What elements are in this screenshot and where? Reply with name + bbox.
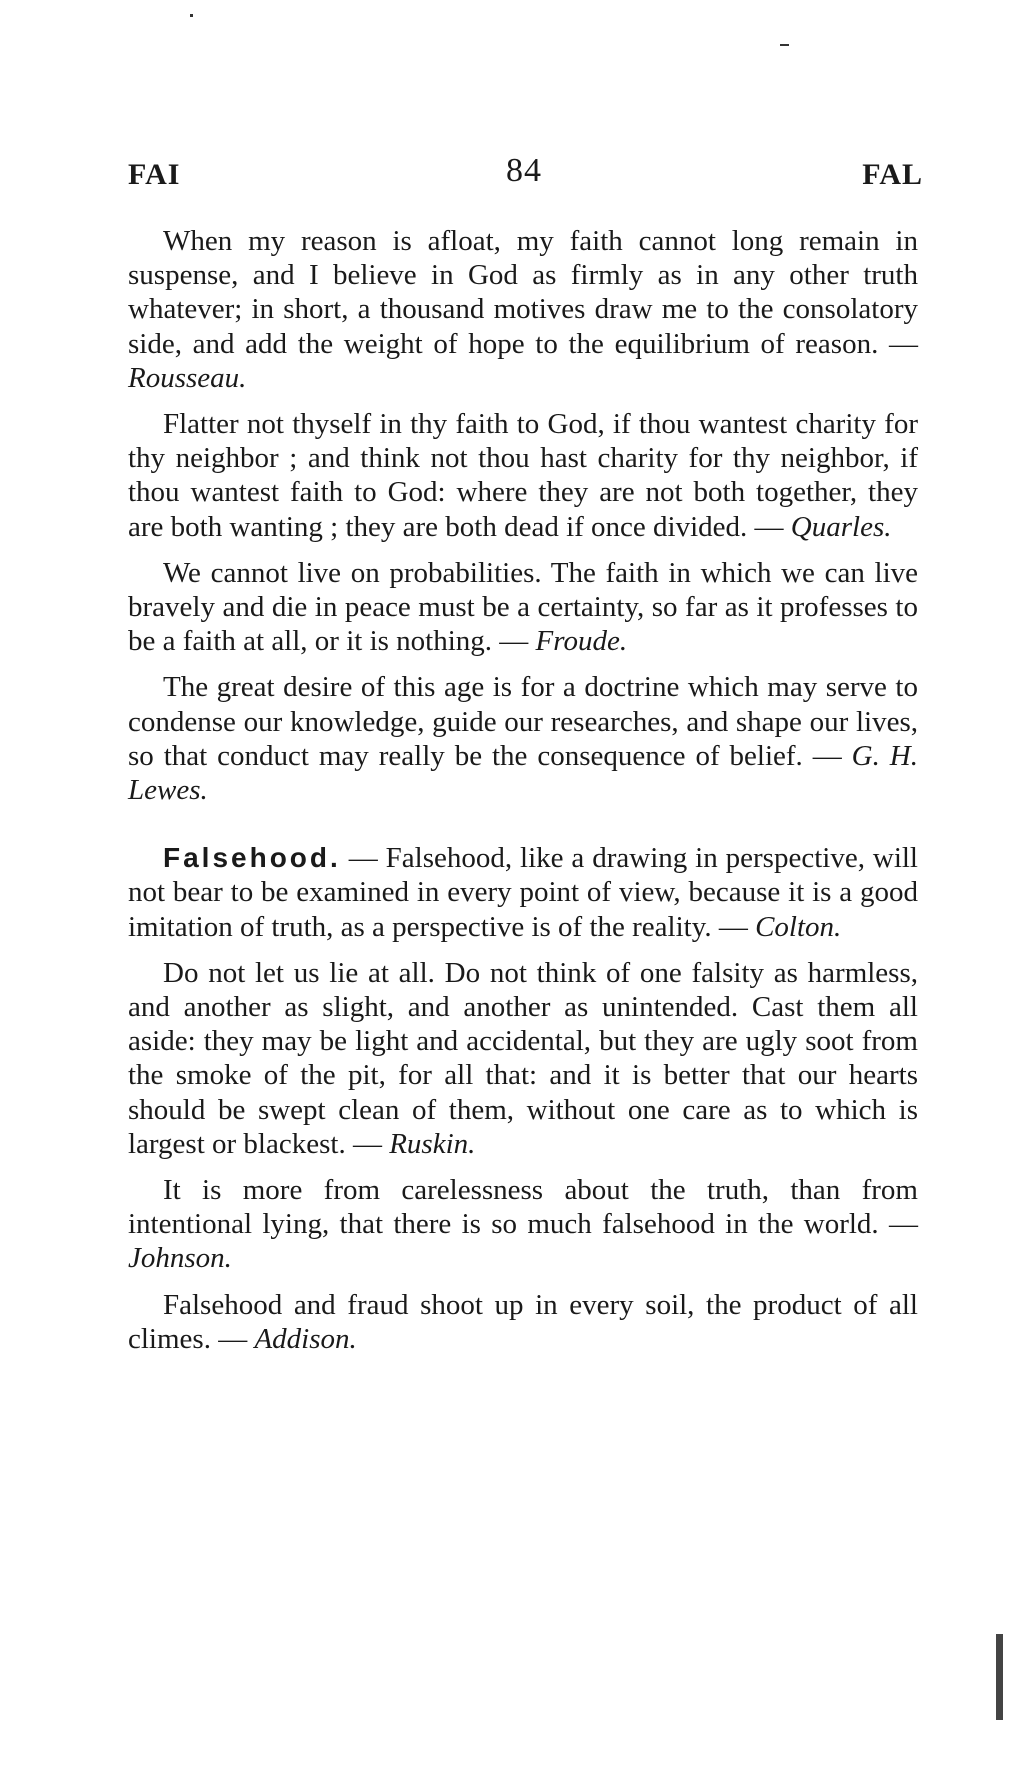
header-right-guideword: FAL	[862, 158, 923, 191]
quote-paragraph	[128, 1288, 918, 1356]
quote-text: It is more from carelessness about the truth, than from intentional lying, that there is so much falsehood in the world. —	[128, 1174, 918, 1241]
quote-author: Ruskin.	[389, 1127, 476, 1160]
quote-author: Colton.	[755, 910, 842, 943]
topic-entry-paragraph	[128, 841, 918, 944]
quote-author: G. H. Lewes.	[128, 739, 918, 807]
quote-paragraph	[128, 224, 918, 395]
text-body	[128, 224, 918, 1368]
quote-paragraph	[128, 956, 918, 1161]
quote-text: Falsehood and fraud shoot up in every soil, the product of all climes. —	[128, 1288, 918, 1355]
header-left-guideword: FAI	[128, 158, 181, 191]
scan-speck	[780, 44, 789, 46]
quote-author: Rousseau.	[128, 361, 247, 394]
quote-paragraph	[128, 670, 918, 807]
quote-author: Froude.	[535, 625, 628, 658]
scan-margin-artifact	[996, 1634, 1003, 1720]
topic-term: Falsehood.	[163, 842, 341, 874]
page-number: 84	[506, 152, 542, 189]
quote-author: Johnson.	[128, 1242, 232, 1275]
quote-text: Flatter not thyself in thy faith to God, if thou wantest charity for thy neighbor ; and think not thou hast charity for thy neighbor, if thou wantest faith to God: where they are not both together, they are both wanting ; they are both dead if once divided. —	[128, 408, 918, 543]
quote-text: The great desire of this age is for a doctrine which may serve to condense our knowledge, guide our researches, and shape our lives, so that conduct may really be the consequence of belief. —	[128, 671, 918, 772]
quote-text: Do not let us lie at all. Do not think of one falsity as harmless, and another as slight, and another as unintended. Cast them all aside: they may be light and accidental, but they are ugly soot from the smoke of the pit, for all that: and it is better that our hearts should be swept clean of them, without one care as to which is largest or blackest. —	[128, 956, 918, 1160]
quote-text: We cannot live on probabilities. The faith in which we can live bravely and die in peace must be a certainty, so far as it professes to be a faith at all, or it is nothing. —	[128, 556, 918, 658]
quote-paragraph	[128, 556, 918, 659]
quote-author: Addison.	[254, 1322, 357, 1355]
quote-paragraph	[128, 407, 918, 544]
quote-paragraph	[128, 1173, 918, 1276]
scan-speck	[190, 14, 193, 17]
quote-text: — Falsehood, like a drawing in perspective, will not bear to be examined in every point of view, because it is a good imitation of truth, as a perspective is of the reality. —	[128, 842, 918, 943]
quote-author: Quarles.	[790, 510, 892, 543]
quote-text: When my reason is afloat, my faith cannot long remain in suspense, and I believe in God as firmly as in any other truth whatever; in short, a thousand motives draw me to the consolatory side, and add the weight of hope to the equilibrium of reason. —	[128, 225, 918, 360]
running-header	[128, 152, 923, 202]
